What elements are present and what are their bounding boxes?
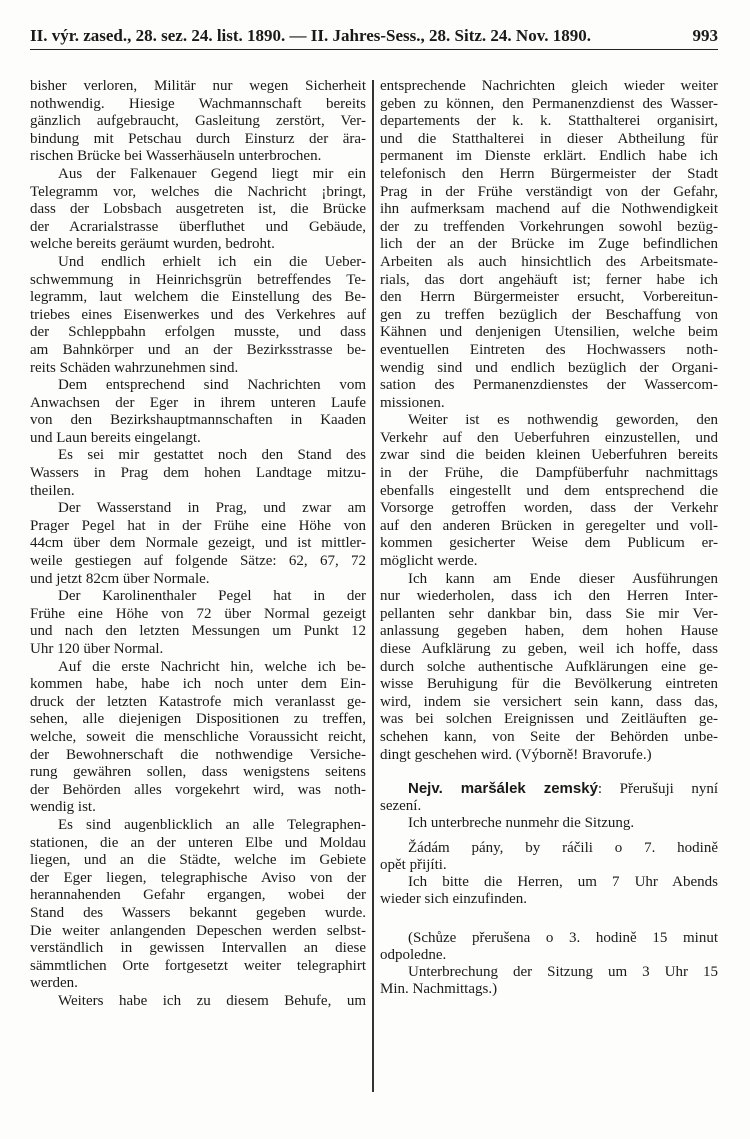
text-line: Dem entsprechend sind Nachrichten vom [58, 377, 366, 394]
text-line: Der Karolinenthaler Pegel hat in der [58, 588, 366, 605]
text-line: in der Frühe, die Dampfüberfuhr nachmittags [380, 465, 718, 482]
german-request-cont: wieder sich einzufinden. [380, 891, 528, 907]
text-line: und die Statthalterei in dieser Abtheilung für [380, 130, 718, 147]
text-line: telefonisch den Herrn Bürgermeister der Stadt [380, 165, 718, 182]
text-line: wisse Beruhigung für die Bevölkerung eintreten [380, 676, 718, 693]
text-line: der Behörden alles vorgekehrt wird, was noth- [30, 781, 366, 798]
text-line: schehen kann, von Seite der Behörden unbe- [380, 728, 718, 745]
text-line: Es sind augenblicklich an alle Telegraphen- [58, 816, 366, 833]
text-line: der zu treffenden Vorkehrungen sowohl bezüg- [380, 218, 718, 235]
text-line: entsprechende Nachrichten gleich wieder weiter [380, 78, 718, 94]
text-line: kommen gesicherter Weise dem Publicum er- [380, 535, 718, 552]
text-line: rung gewähren sollen, dass wenigstens seitens [30, 764, 366, 781]
text-line: Vorsorge getroffen worden, dass der Verkehr [380, 500, 718, 517]
text-line: nothwendig. Hiesige Wachmannschaft bereits [30, 95, 366, 112]
czech-request: Žádám pány, by ráčili o 7. hodině [408, 840, 718, 856]
text-line: welche, soweit die menschliche Voraussicht reicht, [30, 728, 366, 745]
text-line: und Laun bereits eingelangt. [30, 429, 201, 446]
adjournment-note-cz: (Schůze přerušena o 3. hodině 15 minut [408, 930, 718, 946]
text-line: sehen, alle diejenigen Dispositionen zu treffen, [30, 711, 366, 728]
text-line: Telegramm vor, welches die Nachricht ¡bringt, [30, 183, 366, 200]
text-line: Auf die erste Nachricht hin, welche ich be- [58, 658, 366, 675]
text-line: gen zu treffen bezüglich der Beschaffung von [380, 306, 718, 323]
text-line: Kähnen und denjenigen Utensilien, welche beim [380, 324, 718, 341]
text-line: dingt geschehen wird. (Výborně! Bravorufe.) [380, 746, 652, 763]
czech-request-cont: opět přijíti. [380, 857, 447, 873]
text-line: der Eger liegen, telegraphische Aviso von der [30, 869, 366, 886]
text-line: weile gestiegen auf folgende Sätze: 62, 67, 72 [30, 553, 366, 570]
column-divider [372, 80, 374, 1092]
text-line: auf den anderen Brücken in geregelter und voll- [380, 517, 718, 534]
text-line: sämmtlichen Orte fortgesetzt weiter telegraphirt [30, 957, 366, 974]
text-line: Aus der Falkenauer Gegend liegt mir ein [58, 165, 366, 182]
text-line: bindung mit Petschau durch Einsturz der ära- [30, 130, 366, 147]
text-line: liegen, und an die Städte, welche im Gebiete [30, 852, 366, 869]
text-line: Wassers in Prag dem hohen Landtage mitzu- [30, 465, 366, 482]
text-line: kommen habe, habe ich noch unter dem Ein- [30, 676, 366, 693]
paragraph [30, 817, 366, 993]
text-line: am Bahnkörper und an der Bezirksstrasse be- [30, 341, 366, 358]
text-line: wendig sind und endlich bezüglich der Organi- [380, 359, 718, 376]
text-line: und nach den letzten Messungen um Punkt 12 [30, 623, 366, 640]
text-line: dass der Lobsbach ausgetreten ist, die Brücke [30, 201, 366, 218]
text-line: wird, indem sie versichert sein kann, dass das, [380, 693, 718, 710]
german-translation: Ich unterbreche nunmehr die Sitzung. [408, 815, 635, 831]
text-line: geben zu können, den Permanenzdienst des Wasser- [380, 95, 718, 112]
text-line: Der Wasserstand in Prag, und zwar am [58, 500, 366, 517]
text-line: gänzlich aufgebraucht, Gasleitung zerstört, Ver- [30, 113, 366, 130]
text-line: anlassung gegeben haben, dem hohen Hause [380, 623, 718, 640]
speaker-text: : Přerušuji nyní [597, 781, 718, 797]
text-line: Weiter ist es nothwendig geworden, den [408, 412, 718, 429]
speaker-name: Nejv. maršálek zemský [408, 780, 598, 797]
text-line: rischen Brücke bei Wasserhäuseln unterbrochen. [30, 148, 322, 165]
text-line: werden. [30, 975, 78, 992]
text-line: nur wiederholen, dass ich den Herren Inter- [380, 588, 718, 605]
paragraph [380, 412, 718, 570]
paragraph [30, 659, 366, 817]
paragraph [380, 78, 718, 412]
text-line: 44cm über dem Normale gezeigt, und ist mittler- [30, 535, 366, 552]
paragraph [30, 447, 366, 500]
text-line: permanent im Dienste erklärt. Endlich habe ich [380, 148, 718, 165]
text-line: Es sei mir gestattet noch den Stand des [58, 447, 366, 464]
text-line: ihn aufmerksam machend auf die Nothwendigkeit [380, 201, 718, 218]
text-line: Uhr 120 über Normal. [30, 641, 164, 657]
text-line: durch solche authentische Aufklärungen eine ge- [380, 658, 718, 675]
text-line: stationen, die an der unteren Elbe und Moldau [30, 834, 366, 851]
text-line: schwemmung in Heinrichsgrün betreffendes Te- [30, 271, 366, 288]
text-line: lich der an der Brücke im Zuge befindlichen [380, 236, 718, 253]
text-line: Weiters habe ich zu diesem Behufe, um [58, 992, 366, 1009]
text-line: departements der k. k. Statthalterei organisirt, [380, 113, 718, 130]
german-request: Ich bitte die Herren, um 7 Uhr Abends [408, 874, 718, 890]
text-line: der Schleppbahn erfolgen musste, und dass [30, 324, 366, 341]
left-column [30, 78, 366, 1010]
text-line: Anwachsen der Eger in ihrem unteren Laufe [30, 394, 366, 411]
text-line: Frühe eine Höhe von 72 über Normal gezeigt [30, 605, 366, 622]
text-line: bisher verloren, Militär nur wegen Sicherheit [30, 78, 366, 94]
text-line: wendig ist. [30, 799, 96, 816]
paragraph [30, 78, 366, 166]
text-line: diese Aufklärung zu geben, weil ich hoffe, dass [380, 641, 718, 657]
text-line: rials, das dort angehäuft ist; ferner habe ich [380, 271, 718, 288]
paragraph [380, 571, 718, 765]
text-line: Die weiter anlangenden Depeschen werden selbst- [30, 922, 366, 939]
text-line: Ich kann am Ende dieser Ausführungen [408, 570, 718, 587]
text-line: Prag in der Frühe verständigt von der Gefahr, [380, 183, 718, 200]
speaker-line [380, 780, 718, 798]
text-line: sation des Permanenzdienstes der Wassercom- [380, 377, 718, 394]
text-line: welche bereits geräumt wurden, bedroht. [30, 236, 275, 253]
paragraph [30, 377, 366, 447]
text-line: der Bewohnerschaft die nothwendige Versiche- [30, 746, 366, 763]
text-line: verständlich in gewissen Intervallen an diese [30, 940, 366, 957]
paragraph [30, 500, 366, 588]
page-number: 993 [692, 26, 718, 45]
text-line: pellanten sehr dankbar bin, dass Sie mir Ver- [380, 605, 718, 622]
text-line: theilen. [30, 482, 75, 499]
text-line: missionen. [380, 394, 445, 411]
paragraph [30, 993, 366, 1011]
text-line: ebenfalls eingestellt und dem entsprechend die [380, 482, 718, 499]
running-header [30, 18, 718, 50]
text-line: den Herrn Bürgermeister ersucht, Vorbereitun- [380, 289, 718, 306]
header-title: II. výr. zased., 28. sez. 24. list. 1890. — II. Jahres-Sess., 28. Sitz. 24. Nov. 1890. [30, 26, 592, 45]
right-column [380, 78, 718, 764]
text-line: von den Bezirkshauptmannschaften in Kaaden [30, 412, 366, 429]
text-line: Verkehr auf den Ueberfuhren einzustellen, und [380, 429, 718, 446]
text-line: Prager Pegel hat in der Frühe eine Höhe von [30, 517, 366, 534]
text-line: Und endlich erhielt ich ein die Ueber- [58, 253, 366, 270]
text-line: Stand des Wassers bekannt gegeben wurde. [30, 904, 366, 921]
text-line: möglicht werde. [380, 553, 478, 570]
adjournment-note-cz-cont: odpoledne. [380, 947, 447, 963]
text-line: und jetzt 82cm über Normale. [30, 570, 210, 587]
text-line: legramm, laut welchem die Einstellung des Be- [30, 289, 366, 306]
adjournment-note-de: Unterbrechung der Sitzung um 3 Uhr 15 [408, 964, 718, 980]
text-line: triebes eines Eisenwerkes und des Verkehres auf [30, 306, 366, 323]
speaker-text-cont: sezení. [380, 798, 422, 814]
text-line: reits Schäden wahrzunehmen sind. [30, 359, 239, 376]
paragraph [30, 588, 366, 658]
text-line: zwar sind die beiden kleinen Ueberfuhren bereits [380, 447, 718, 464]
paragraph [30, 254, 366, 377]
text-line: eventuellen Eintreten des Hochwassers noth- [380, 341, 718, 358]
text-line: herannahenden Gefahr ergangen, wobei der [30, 887, 366, 904]
paragraph [30, 166, 366, 254]
adjournment-note-de-cont: Min. Nachmittags.) [380, 981, 498, 997]
text-line: was bei solchen Ereignissen und Zeitläuften ge- [380, 711, 718, 728]
text-line: der Acrarialstrasse überfluthet und Gebäude, [30, 218, 366, 235]
text-line: druck der letzten Katastrofe mich veranlasst ge- [30, 693, 366, 710]
session-adjournment [380, 780, 718, 998]
text-line: Arbeiten als auch hinsichtlich des Arbeitsmate- [380, 253, 718, 270]
